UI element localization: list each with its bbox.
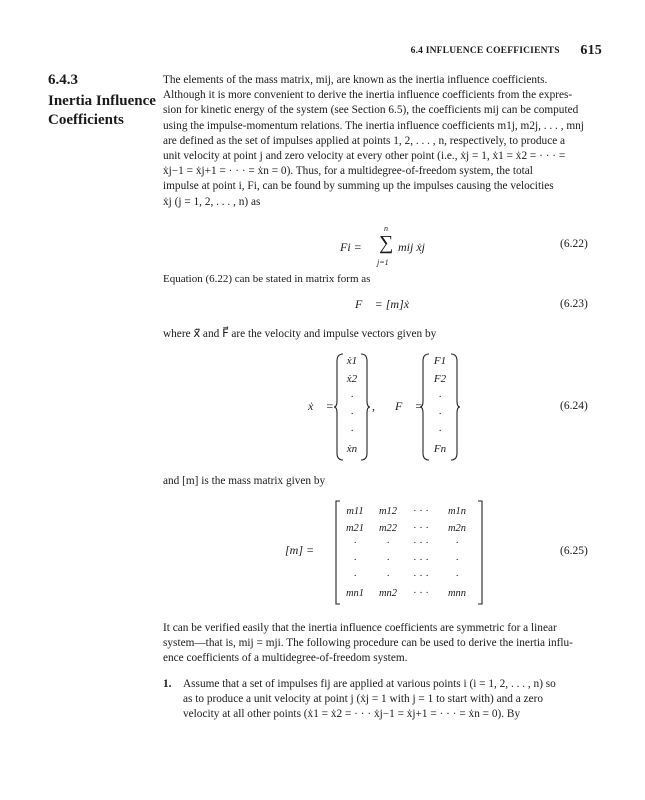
matrix-cell: ·	[353, 571, 357, 582]
eq-622-lhs: Fi =	[340, 240, 362, 254]
matrix-cell: · · ·	[413, 571, 429, 582]
eq-622-sum-bottom: j=1	[377, 258, 389, 267]
x-entry: ẋ2	[346, 373, 358, 385]
matrix-cell: mn2	[378, 588, 398, 599]
intro-line: are defined as the set of impulses applied at points 1, 2, . . . , n, respectively, to produce a	[163, 134, 566, 147]
f-entry: ·	[438, 391, 442, 403]
sum-symbol: ∑	[379, 232, 394, 254]
matrix-cell: ·	[353, 555, 357, 566]
symmetric-paragraph	[163, 621, 603, 667]
running-header	[300, 42, 602, 58]
matrix-cell: ·	[386, 571, 390, 582]
mass-matrix-line: and [m] is the mass matrix given by	[163, 475, 326, 487]
x-vector-lhs: ẋ⃗ =	[308, 399, 334, 413]
where-line: where ẋ⃗ and F⃗ are the velocity and impulse vectors given by	[163, 328, 437, 340]
section-number: 6.4.3	[48, 72, 78, 88]
eq-label-6-24: (6.24)	[560, 400, 588, 412]
symmetric-line: system—that is, mij = mji. The following procedure can be used to derive the inertia influ-	[163, 637, 573, 650]
intro-line: Although it is more convenient to derive the inertia influence coefficients from the expres-	[163, 89, 573, 102]
matrix-cell: ·	[386, 555, 390, 566]
eq-label-6-23: (6.23)	[560, 298, 588, 310]
matrix-cell: m11	[346, 506, 364, 517]
matrix-cell: ·	[386, 538, 390, 549]
matrix-cell: m21	[345, 523, 365, 534]
f-right-brace	[450, 353, 460, 461]
x-entry: ·	[350, 425, 354, 437]
matrix-cell: m1n	[447, 506, 467, 517]
equation-6-23: F⃗ = [m]ẋ⃗	[355, 297, 419, 311]
eq-label-6-22: (6.22)	[560, 238, 588, 250]
matrix-cell: mnn	[447, 588, 467, 599]
eq-label-6-25: (6.25)	[560, 545, 588, 557]
matrix-cell: mn1	[345, 588, 365, 599]
f-entry: ·	[438, 408, 442, 420]
list-item	[163, 677, 603, 723]
matrix-cell: m22	[378, 523, 398, 534]
matrix-cell: ·	[353, 538, 357, 549]
section-title: Inertia Influence Coefficients	[48, 93, 156, 128]
symmetric-line: ence coefficients of a multidegree-of-freedom system.	[163, 652, 408, 665]
matrix-cell: m2n	[447, 523, 467, 534]
matrix-right-bracket	[477, 500, 483, 605]
mass-matrix	[335, 500, 485, 605]
matrix-cell: ·	[455, 571, 459, 582]
page-number: 615	[580, 43, 602, 58]
intro-line: using the impulse-momentum relations. The inertia influence coefficients m1j, m2j, . . . , mnj	[163, 119, 584, 132]
matrix-cell: · · ·	[413, 506, 429, 517]
list-line: Assume that a set of impulses fij are applied at various points i (i = 1, 2, . . . , n) so	[183, 678, 556, 690]
running-title: 6.4 INFLUENCE COEFFICIENTS	[410, 46, 560, 56]
f-vector-lhs: F⃗ =	[395, 399, 423, 413]
intro-line: The elements of the mass matrix, mij, are known as the inertia influence coefficients.	[163, 74, 548, 86]
x-entry: ·	[350, 391, 354, 403]
list-line: velocity at all other points (ẋ1 = ẋ2 = · · · ẋj−1 = ẋj+1 = · · · = ẋn = 0). By	[183, 708, 521, 721]
intro-line: unit velocity at point j and zero velocity at every other point (i.e., ẋj = 1, ẋ1 = ẋ2 = · · · =	[163, 150, 566, 163]
intro-line: ẋj (j = 1, 2, . . . , n) as	[163, 195, 261, 208]
x-entry: ·	[350, 408, 354, 420]
list-line: as to produce a unit velocity at point j (ẋj = 1 with j = 1 to start with) and a zero	[183, 693, 544, 706]
matrix-cell: · · ·	[413, 538, 429, 549]
symmetric-line: It can be verified easily that the inertia influence coefficients are symmetric for a linear	[163, 622, 557, 634]
eq-622-intro: Equation (6.22) can be stated in matrix form as	[163, 273, 371, 285]
eq-622-body: mij ẋj	[398, 240, 425, 254]
matrix-cell: ·	[455, 538, 459, 549]
intro-line: ẋj−1 = ẋj+1 = · · · = ẋn = 0). Thus, for a multidegree-of-freedom system, the total	[163, 165, 533, 178]
matrix-cell: m12	[378, 506, 398, 517]
x-entry: ẋn	[346, 443, 358, 455]
f-entry: ·	[438, 425, 442, 437]
x-entry: ẋ1	[346, 355, 358, 367]
x-right-brace	[360, 353, 370, 461]
matrix-cell: · · ·	[413, 555, 429, 566]
f-vector	[420, 353, 480, 461]
mass-matrix-lhs: [m] =	[285, 543, 315, 557]
matrix-cell: · · ·	[413, 523, 429, 534]
matrix-cell: ·	[455, 555, 459, 566]
intro-line: impulse at point i, Fi, can be found by summing up the impulses causing the velocities	[163, 180, 554, 193]
vector-comma: ,	[372, 399, 375, 413]
eq-622-sum-top: n	[384, 224, 388, 233]
intro-line: sion for kinetic energy of the system (see Section 6.5), the coefficients mij can be computed	[163, 104, 579, 117]
f-entry: Fn	[433, 443, 447, 455]
list-marker: 1.	[163, 678, 172, 690]
matrix-cell: · · ·	[413, 588, 429, 599]
f-entry: F1	[433, 355, 447, 367]
f-entry: F2	[433, 373, 447, 385]
intro-paragraph	[163, 73, 603, 210]
